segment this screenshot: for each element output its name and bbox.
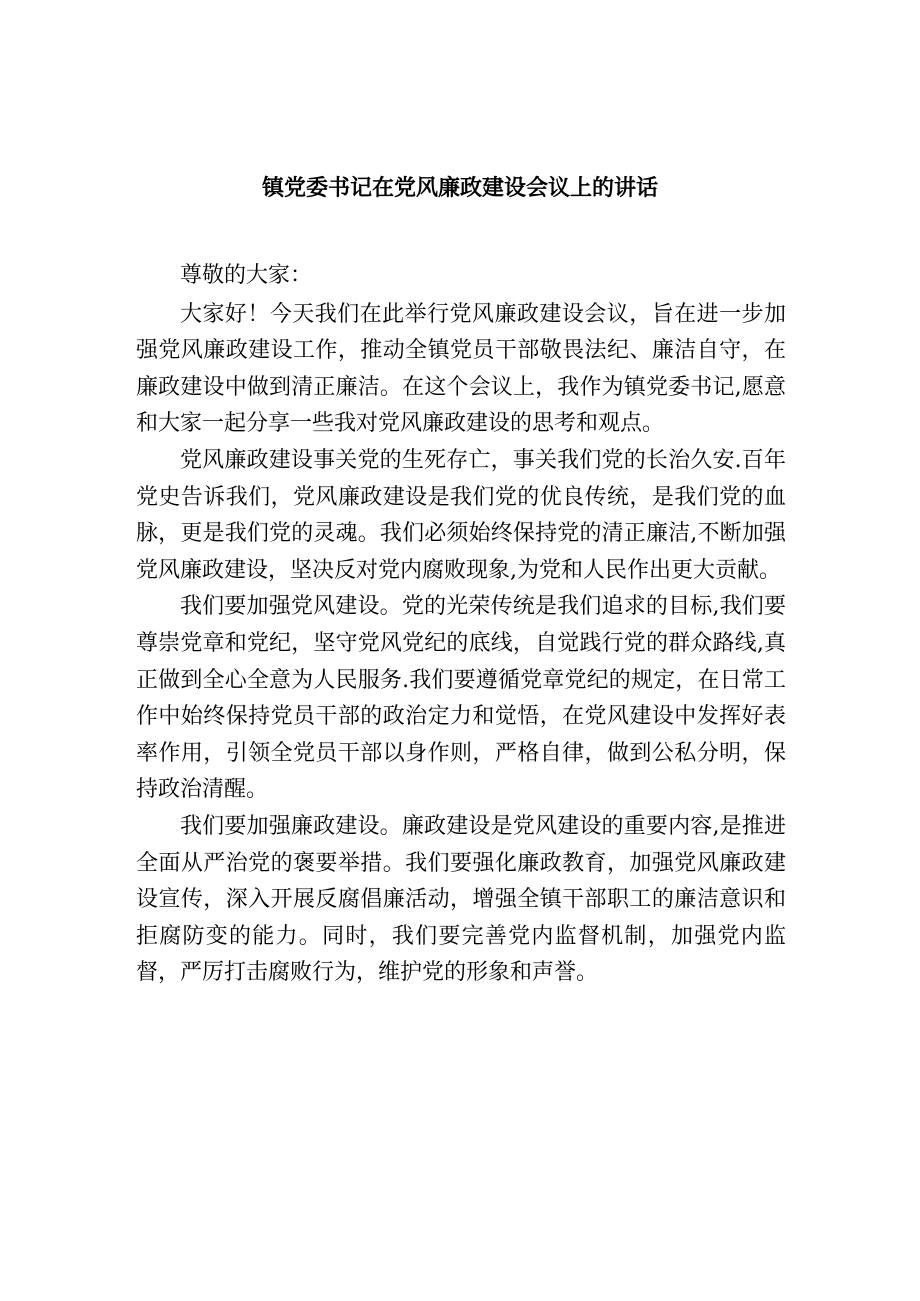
paragraph-importance: 党风廉政建设事关党的生死存亡，事关我们党的长治久安.百年党史告诉我们，党风廉政建设是我们党的优良传统，是我们党的血脉，更是我们党的灵魂。我们必须始终保持党的清正廉洁,不断加强党风廉政建设，坚决反对党内腐败现象,为党和人民作出更大贡献。	[136, 447, 786, 583]
document-title: 镇党委书记在党风廉政建设会议上的讲话	[261, 175, 658, 201]
salutation: 尊敬的大家：	[180, 263, 313, 288]
paragraph-clean-government: 我们要加强廉政建设。廉政建设是党风建设的重要内容,是推进全面从严治党的褒要举措。我们要强化廉政教育，加强党风廉政建设宣传，深入开展反腐倡廉活动，增强全镇干部职工的廉洁意识和拒腐防变的能力。同时，我们要完善党内监督机制，加强党内监督，严厉打击腐败行为，维护党的形象和声誉。	[136, 813, 786, 986]
document-body	[136, 258, 786, 992]
paragraph-greeting: 大家好！今天我们在此举行党风廉政建设会议，旨在进一步加强党风廉政建设工作，推动全镇党员干部敬畏法纪、廉洁自守，在廉政建设中做到清正廉洁。在这个会议上，我作为镇党委书记,愿意和大家一起分享一些我对党风廉政建设的思考和观点。	[136, 301, 786, 437]
paragraph-party-conduct: 我们要加强党风建设。党的光荣传统是我们追求的目标,我们要尊崇党章和党纪，坚守党风党纪的底线，自觉践行党的群众路线,真正做到全心全意为人民服务.我们要遵循党章党纪的规定，在日常工作中始终保持党员干部的政治定力和觉悟，在党风建设中发挥好表率作用，引领全党员干部以身作则，严格自律，做到公私分明，保持政治清醒。	[136, 594, 786, 803]
